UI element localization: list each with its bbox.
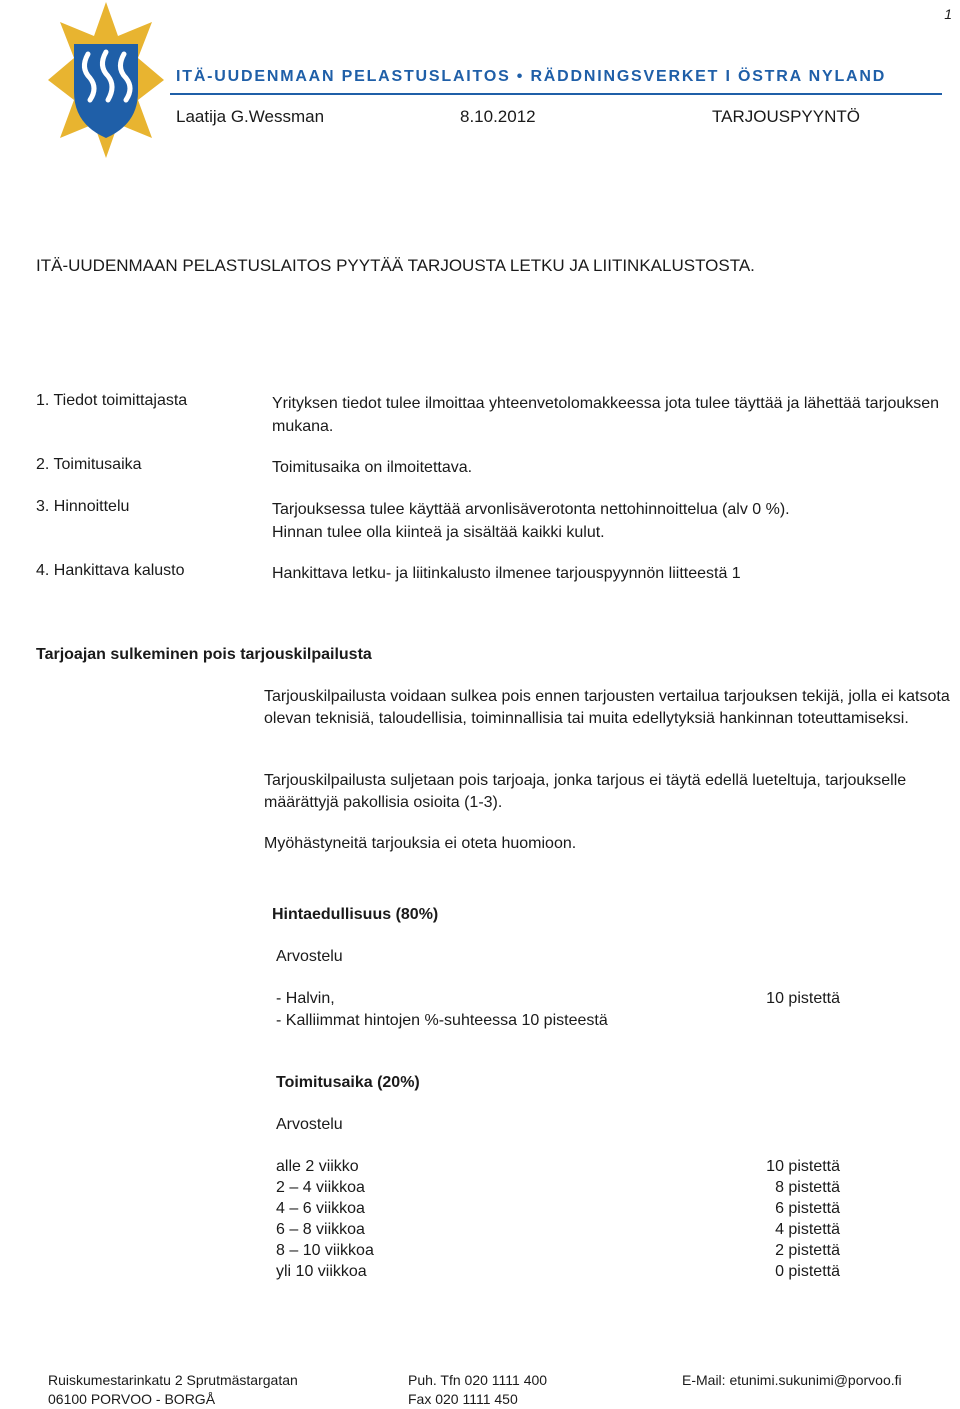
score-row-points: 4 pistettä bbox=[775, 1221, 840, 1238]
section-text: Tarjouksessa tulee käyttää arvonlisäverotonta nettohinnoittelua (alv 0 %). Hinnan tulee olla kiinteä ja sisältää kaikki kulut. bbox=[272, 501, 790, 541]
score-row-points: 10 pistettä bbox=[766, 990, 840, 1007]
delivery-criterion-subtitle: Arvostelu bbox=[276, 1116, 343, 1133]
score-row-points: 6 pistettä bbox=[775, 1200, 840, 1217]
footer-phone-line: Puh. Tfn 020 1111 400 bbox=[408, 1372, 548, 1388]
score-row-label: - Halvin, bbox=[276, 990, 335, 1007]
section-label: 3. Hinnoittelu bbox=[36, 498, 130, 515]
exclusion-paragraph: Myöhästyneitä tarjouksia ei oteta huomioon. bbox=[264, 835, 577, 852]
section-text: Yrityksen tiedot tulee ilmoittaa yhteenvetolomakkeessa jota tulee täyttää ja lähettää tarjouksen mukana. bbox=[272, 395, 940, 435]
score-row-points: 2 pistettä bbox=[775, 1242, 840, 1259]
exclusion-paragraph: Tarjouskilpailusta voidaan sulkea pois ennen tarjousten vertailua tarjouksen tekijä, jolla ei katsota olevan teknisiä, taloudellisia, toiminnallisia tai muita edellytyksiä hankinnan toteuttamiseksi. bbox=[264, 688, 950, 727]
price-criterion-title: Hintaedullisuus (80%) bbox=[272, 906, 439, 923]
score-row-label: 4 – 6 viikkoa bbox=[276, 1200, 365, 1217]
section-label: 2. Toimitusaika bbox=[36, 456, 142, 473]
delivery-criterion-title: Toimitusaika (20%) bbox=[276, 1074, 420, 1091]
section-text: Hankittava letku- ja liitinkalusto ilmenee tarjouspyynnön liitteestä 1 bbox=[272, 565, 741, 582]
score-row-label: alle 2 viikko bbox=[276, 1158, 359, 1175]
section-label: 4. Hankittava kalusto bbox=[36, 562, 185, 579]
price-criterion-subtitle: Arvostelu bbox=[276, 948, 343, 965]
score-row-label: - Kalliimmat hintojen %-suhteessa 10 pisteestä bbox=[276, 1012, 608, 1029]
section-label: 1. Tiedot toimittajasta bbox=[36, 392, 188, 409]
footer-address-line: Ruiskumestarinkatu 2 Sprutmästargatan bbox=[48, 1372, 298, 1388]
score-row-label: 2 – 4 viikkoa bbox=[276, 1179, 365, 1196]
section-text: Toimitusaika on ilmoitettava. bbox=[272, 459, 473, 476]
exclusion-heading: Tarjoajan sulkeminen pois tarjouskilpailusta bbox=[36, 646, 372, 663]
document-type: TARJOUSPYYNTÖ bbox=[712, 107, 860, 126]
document-title: ITÄ-UUDENMAAN PELASTUSLAITOS PYYTÄÄ TARJOUSTA LETKU JA LIITINKALUSTOSTA. bbox=[36, 256, 755, 275]
footer-fax-line: Fax 020 1111 450 bbox=[408, 1391, 518, 1407]
score-row-label: yli 10 viikkoa bbox=[276, 1263, 367, 1280]
header-rule bbox=[170, 93, 942, 95]
score-row-points: 8 pistettä bbox=[775, 1179, 840, 1196]
footer-address-line: 06100 PORVOO - BORGÅ bbox=[48, 1391, 216, 1407]
footer-email[interactable]: E-Mail: etunimi.sukunimi@porvoo.fi bbox=[682, 1372, 902, 1388]
organization-banner: ITÄ-UUDENMAAN PELASTUSLAITOS • RÄDDNINGSVERKET I ÖSTRA NYLAND bbox=[176, 68, 887, 85]
score-row-points: 10 pistettä bbox=[766, 1158, 840, 1175]
author-label: Laatija G.Wessman bbox=[176, 107, 325, 126]
fire-department-logo bbox=[48, 0, 164, 160]
footer-phone bbox=[408, 1371, 547, 1409]
exclusion-paragraph: Tarjouskilpailusta suljetaan pois tarjoaja, jonka tarjous ei täytä edellä lueteltuja, tarjoukselle määrättyjä pakollisia osioita (1-3). bbox=[264, 772, 907, 811]
page-number: 1 bbox=[944, 6, 952, 22]
score-row-points: 0 pistettä bbox=[775, 1263, 840, 1280]
footer-address bbox=[48, 1371, 298, 1409]
score-row-label: 6 – 8 viikkoa bbox=[276, 1221, 365, 1238]
score-row-label: 8 – 10 viikkoa bbox=[276, 1242, 374, 1259]
document-date: 8.10.2012 bbox=[460, 107, 536, 126]
